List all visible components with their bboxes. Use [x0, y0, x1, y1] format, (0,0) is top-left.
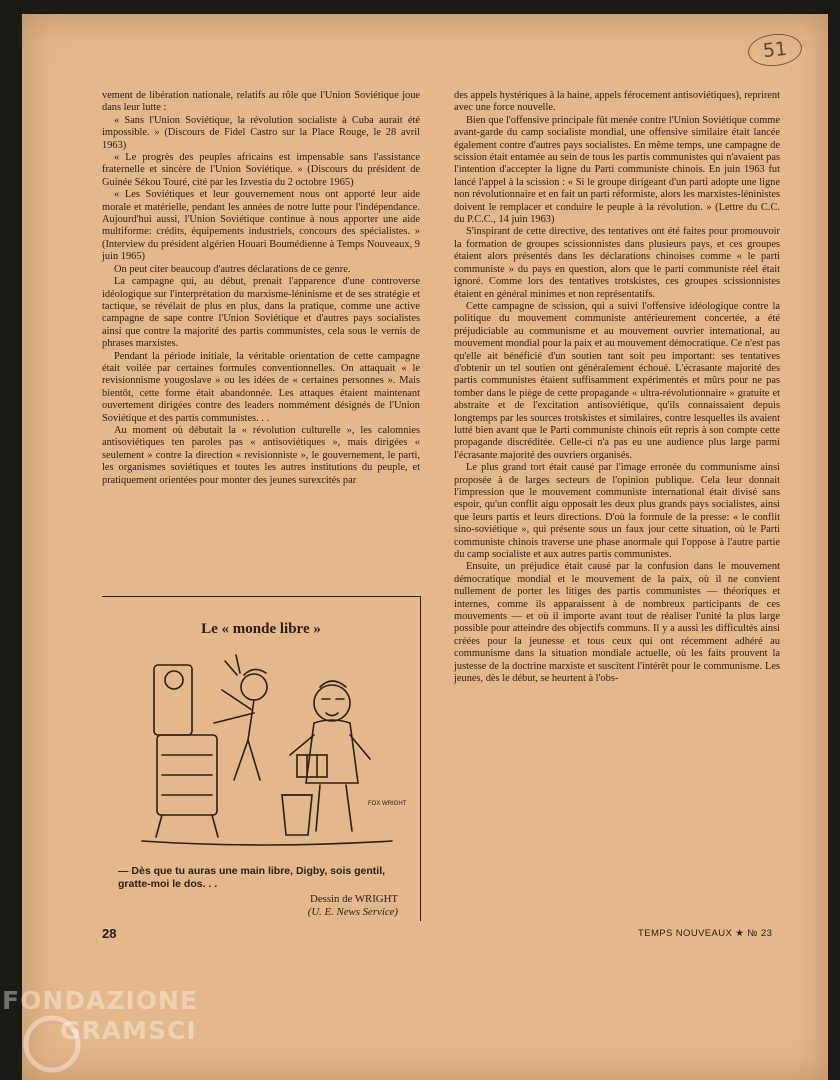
watermark-line-2: GRAMSCI: [60, 1016, 197, 1045]
cartoon-credit: [308, 893, 398, 919]
cartoon-credit-agency: (U. E. News Service): [307, 906, 398, 918]
watermark-line-1: FONDAZIONE: [2, 986, 199, 1015]
right-column: [454, 90, 780, 686]
cartoon-caption: — Dès que tu auras une main libre, Digby, sois gentil, gratte-moi le dos. . .: [118, 865, 386, 890]
left-column: [102, 90, 420, 487]
magazine-page: [22, 14, 828, 1080]
paragraph: La campagne qui, au début, prenait l'apparence d'une controverse idéologique sur l'interprétation du marxisme-léninisme et de ses stratégie et tactique, se révélait de plus en plus, dans la pratique, comme une active campagne de sape contre l'Union Soviétique et d'autres pays socialistes ainsi que contre la majorité des partis communistes, cela sous le vernis de phrases marxistes.: [102, 276, 420, 350]
bucket: [282, 795, 312, 835]
paragraph: Le plus grand tort était causé par l'image erronée du communisme ainsi proposée à de larges secteurs de l'opinion publique. Cela leur donnait l'impression que le mouvement communiste international était divisé sans espoir, qu'un conflit aigu opposait les deux plus grands pays socialistes, ainsi que leurs partis et leurs directions. D'où la formule de la presse: « le conflit sino-soviétique », qui présente sous un faux jour cette situation, où le Parti communiste chinois traverse une phase anormale qui l'oppose à l'autre partie du camp socialiste et aux autres partis communistes.: [454, 462, 780, 561]
paragraph: Cette campagne de scission, qui a suivi l'offensive idéologique contre la politique du mouvement communiste antérieurement concertée, a été préjudiciable au communisme et au mouvement ouvrier international, au mouvement mondial pour la paix et au mouvement démocratique. Ce n'est pas qu'elle ait bénéficié d'un soutien tant soit peu important: ses tentatives d'obtenir un tel soutien ont généralement échoué. L'écrasante majorité des partis communistes étaient suffisamment expérimentés et mûrs pour ne pas tomber dans le piège de cette propagande « ultra-révolutionnaire » gratuite et abstraite et de l'excitation antisoviétique, qu'ils connaissaient depuis longtemps par les sources trotskistes et similaires, contre lesquelles ils avaient lutté bien avant que le Parti communiste chinois eût repris à son compte cette propagande discréditée. Celle-ci n'a pas eu une audience plus large parmi l'écrasante majorité des ouvriers organisés.: [454, 300, 780, 461]
paragraph: S'inspirant de cette directive, des tentatives ont été faites pour promouvoir la formation de groupes scissionnistes dans plusieurs pays, et ces groupes étaient alors présentés dans les déclarations chinoises comme « le parti communiste » du pays en question, alors que le parti communiste réel était ignoré. Comme lors des tentatives trotskistes, ces groupes scissionnistes étaient en général minimes et non représentatifs.: [454, 226, 780, 300]
page-number: 28: [102, 926, 117, 941]
paragraph: des appels hystériques à la haine, appels férocement antisoviétiques), reprirent avec une force nouvelle.: [454, 90, 780, 114]
paragraph: Pendant la période initiale, la véritable orientation de cette campagne était voilée par certaines formules conventionnelles. On attaquait « le revisionnisme yougoslave » ou les idées de « certaines personnes ». Mais bientôt, cette forme était abandonnée. Les attaques étaient maintenant ouvertement dirigées contre des leaders nommément désignés de l'Union Soviétique et des partis communistes. . .: [102, 350, 420, 424]
operator-head: [241, 674, 267, 700]
cartoon-credit-artist: Dessin de WRIGHT: [310, 893, 398, 905]
cartoon-illustration: [142, 645, 407, 855]
cartoon-signature: FOX WRIGHT: [368, 801, 407, 807]
paragraph: Bien que l'offensive principale fût menée contre l'Union Soviétique comme avant-garde du camp socialiste mondial, une offensive similaire était lancée également contre d'autres pays socialistes. En même temps, une campagne de scission était entamée au sein de tous les partis communistes qui n'avaient pas l'intention d'accepter la ligne du Parti communiste chinois. En juin 1963 fut lancé l'appel à la scission : « Si le groupe dirigeant d'un parti adopte une ligne non révolutionnaire et en fait un parti réformiste, alors les marxistes-léninistes doivent le remplacer et conduire le peuple à la révolution. » (Lettre du C.C. du P.C.C., 14 juin 1963): [454, 114, 780, 226]
cartoon-box: [102, 596, 421, 921]
paragraph: vement de libération nationale, relatifs au rôle que l'Union Soviétique joue dans leur lutte :: [102, 90, 420, 114]
paragraph: « Sans l'Union Soviétique, la révolution socialiste à Cuba aurait été impossible. » (Discours de Fidel Castro sur la Place Rouge, le 28 avril 1963): [102, 114, 420, 151]
paragraph: On peut citer beaucoup d'autres déclarations de ce genre.: [114, 263, 351, 275]
paragraph: « Les Soviétiques et leur gouvernement nous ont apporté leur aide morale et matérielle, pendant les années de notre lutte pour l'indépendance. Aujourd'hui aussi, l'Union Soviétique continue à nous apporter une aide multiforme: crédits, équipements industriels, concours des spécialistes. » (Interview du président algérien Houari Boumédienne à Temps Nouveaux, 9 juin 1965): [102, 189, 420, 263]
paragraph: « Le progrès des peuples africains est impensable sans l'assistance fraternelle et sincère de l'Union Soviétique. » (Discours du président de Guinée Sékou Touré, cité par les Izvestia du 2 octobre 1965): [102, 152, 420, 188]
paragraph: Au moment où débutait la « révolution culturelle », les calomnies antisoviétiques ten paroles pas « antisoviétiques », mais dirigées « seulement » contre la direction « revisionniste », le gouvernement, le parti, les organismes soviétiques et toutes les autres institutions du peuple, et pratiquement orientées pour monter des jeunes surexcités par: [102, 424, 420, 486]
publication-footer: TEMPS NOUVEAUX ★ № 23: [638, 928, 773, 939]
handwritten-page-number: 51: [746, 31, 803, 68]
paragraph: Ensuite, un préjudice était causé par la confusion dans le mouvement démocratique mondial et le mouvement de la paix, où il ne convient nullement de porter les litiges des partis communistes — théoriques et internes, comme ils apparaissent à de nombreux participants de ces mouvements — et où il importe avant tout de réaliser l'unité la plus large possible pour atteindre des objectifs communs. Il y a aussi les difficultés ainsi créées pour la jeunesse et tous ceux qui ont récemment adhéré au communisme dans la situation mondiale actuelle, où les faits prouvent la justesse de la doctrine marxiste et suscitent l'intérêt pour le communisme. Les jeunes, dès le début, se heurtent à l'obs-: [454, 561, 780, 685]
cartoon-title: Le « monde libre »: [201, 621, 321, 637]
watermark-logo-icon: [22, 1014, 82, 1074]
archive-watermark: [2, 986, 222, 1046]
machine-body: [154, 665, 192, 735]
